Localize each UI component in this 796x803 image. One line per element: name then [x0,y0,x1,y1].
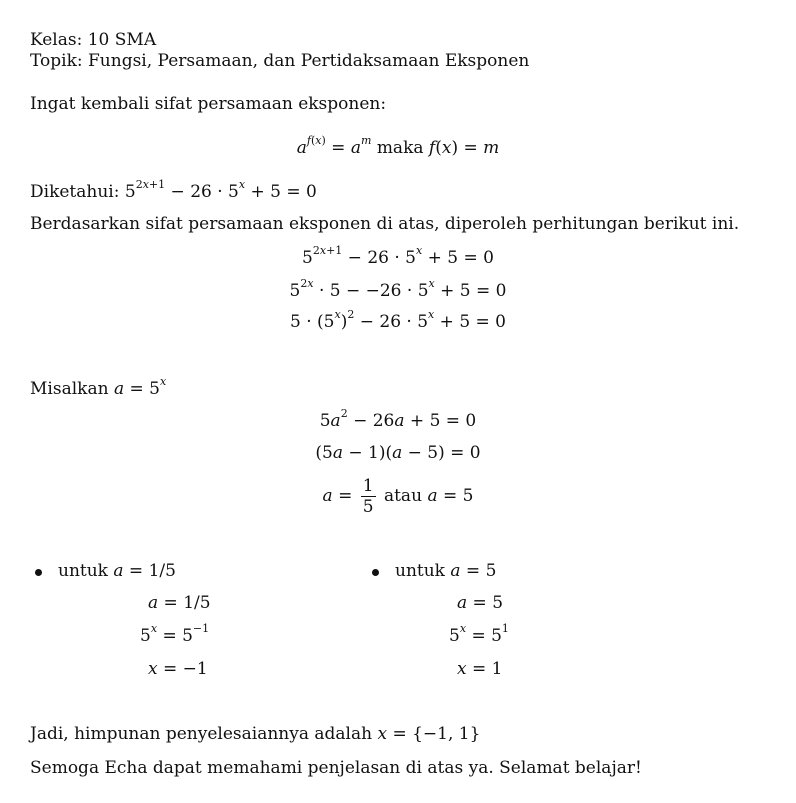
given-line: Diketahui: $5^{2x+1} - 26 \cdot 5^x + 5 = 0$ [30,178,317,202]
case-left-step-2: $5^x = 5^{-1}$ [140,622,210,646]
equation-step-2: $5^{2x} \cdot 5 - -26 \cdot 5^x + 5 = 0$ [289,277,507,301]
bullet-icon [372,569,379,576]
class-label: Kelas: 10 SMA [30,30,157,50]
substitution-label: Misalkan [30,379,109,399]
quadratic-equation: $5a^2 - 26a + 5 = 0$ [319,407,477,431]
conclusion-text: Jadi, himpunan penyelesaiannya adalah [30,724,373,744]
topic-label: Topik: Fungsi, Persamaan, dan Pertidaksamaan Eksponen [30,51,530,71]
case-right-heading: untuk a = 5 [395,561,497,581]
roots-connector: atau [383,486,423,506]
case-right-step-1: a = 5 [457,593,504,613]
derivation-intro: Berdasarkan sifat persamaan eksponen di atas, diperoleh perhitungan berikut ini. [30,214,740,234]
bullet-icon [35,569,42,576]
case-left-step-1: a = 1/5 [148,593,211,613]
rule-connector: maka [376,138,424,158]
equation-step-3: $5 \cdot (5^x)^2 - 26 \cdot 5^x + 5 = 0$ [289,308,507,332]
factored-equation: (5a − 1)(a − 5) = 0 [315,443,481,463]
exponent-rule: $a^{f(x)} = a^m$ maka f(x) = m [296,134,500,158]
case-right-label: untuk [395,561,445,581]
substitution-line: Misalkan $a = 5^x$ [30,375,167,399]
case-left-step-3: x = −1 [148,659,208,679]
equation-step-1: $5^{2x+1} - 26 \cdot 5^x + 5 = 0$ [302,244,494,268]
case-left-label: untuk [58,561,108,581]
fraction-one-fifth: $\frac{1}{5}$ [362,476,374,517]
closing-text: Semoga Echa dapat memahami penjelasan di atas ya. Selamat belajar! [30,758,642,778]
case-left-heading: untuk a = 1/5 [58,561,176,581]
recall-text: Ingat kembali sifat persamaan eksponen: [30,94,387,114]
given-label: Diketahui: [30,182,120,202]
case-right-step-3: x = 1 [457,659,503,679]
conclusion-line: Jadi, himpunan penyelesaiannya adalah x = {−1, 1} [30,724,481,744]
quadratic-roots: a = $\frac{1}{5}$ atau a = 5 [322,476,474,517]
case-right-step-2: $5^x = 5^1$ [449,622,509,646]
